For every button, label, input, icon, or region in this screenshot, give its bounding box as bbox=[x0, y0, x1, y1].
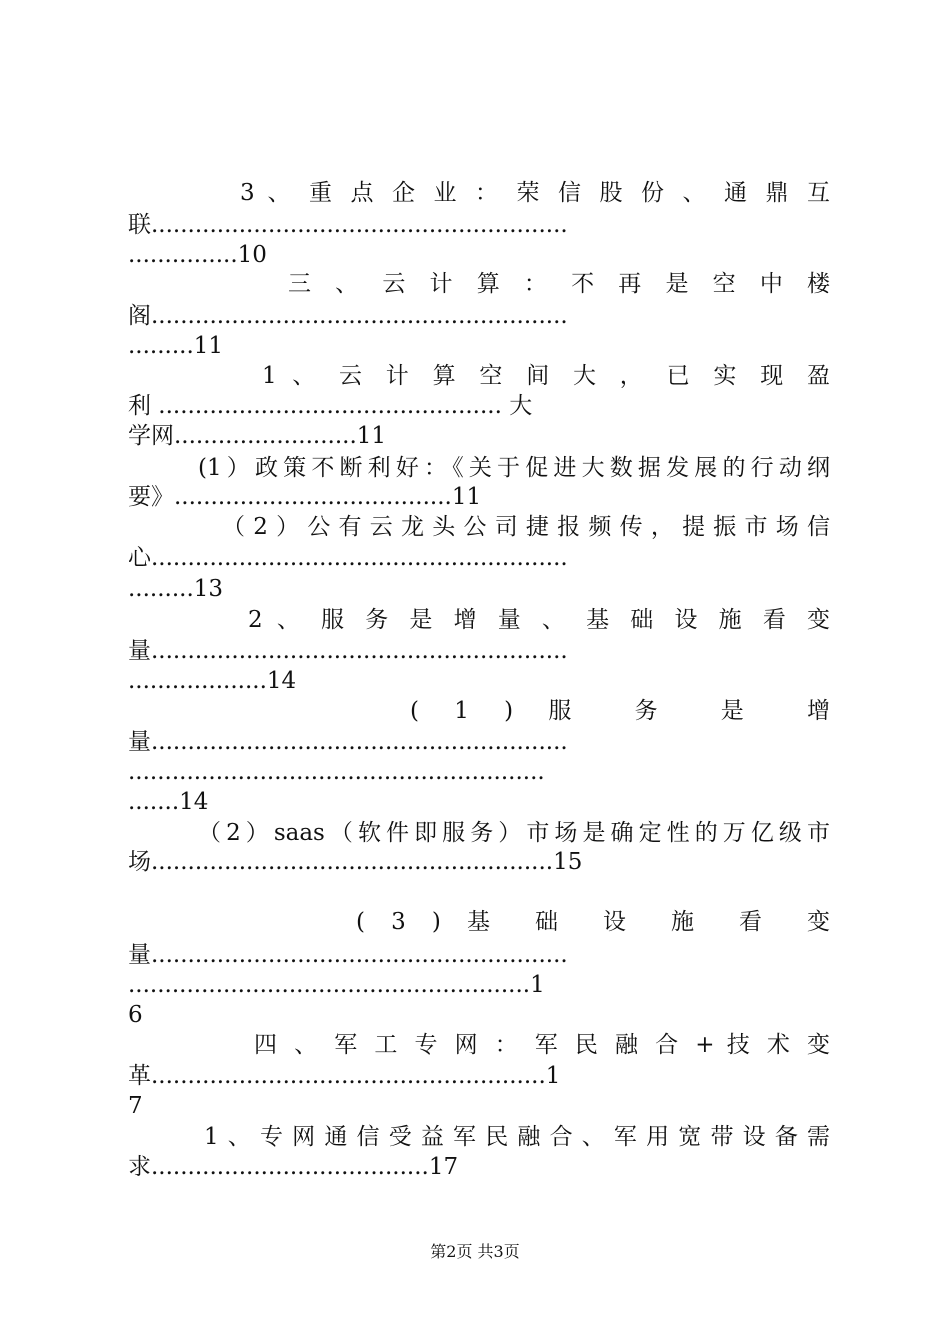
toc-line: 联......................................................... bbox=[128, 212, 568, 238]
toc-line: 阁......................................................... bbox=[128, 303, 568, 329]
toc-line: 6 bbox=[128, 1002, 143, 1028]
toc-line: （2）公有云龙头公司捷报频传，提振市场信 bbox=[222, 514, 830, 540]
toc-line: ( 3 ) 基 础 设 施 看 变 bbox=[356, 909, 830, 935]
toc-line: .........13 bbox=[128, 576, 224, 602]
toc-line: 7 bbox=[128, 1093, 143, 1119]
toc-line: （2）saas（软件即服务）市场是确定性的万亿级市 bbox=[198, 820, 830, 846]
toc-line: 1 、 云 计 算 空 间 大 ， 已 实 现 盈 bbox=[262, 363, 830, 389]
page-number-footer: 第2页 共3页 bbox=[430, 1242, 520, 1261]
toc-line: 要》......................................11 bbox=[128, 484, 482, 510]
toc-line: ......................................................... bbox=[128, 759, 545, 785]
toc-line: 2 、 服 务 是 增 量 、 基 础 设 施 看 变 bbox=[248, 607, 830, 633]
toc-line: ...............10 bbox=[128, 242, 267, 268]
toc-line: 3 、 重 点 企 业 ： 荣 信 股 份 、 通 鼎 互 bbox=[240, 180, 830, 206]
toc-line: ...................14 bbox=[128, 668, 297, 694]
toc-line: 量......................................................... bbox=[128, 729, 568, 755]
toc-line: 革......................................................1 bbox=[128, 1063, 561, 1089]
toc-line: 量......................................................... bbox=[128, 638, 568, 664]
toc-line: 利 ............................................... 大 bbox=[128, 393, 533, 419]
toc-line: ( 1 ) 服 务 是 增 bbox=[410, 698, 830, 724]
toc-line: 三 、 云 计 算 ： 不 再 是 空 中 楼 bbox=[288, 271, 830, 297]
toc-line: 心......................................................... bbox=[128, 545, 568, 571]
toc-line: 量......................................................... bbox=[128, 942, 568, 968]
toc-line: 学网.........................11 bbox=[128, 423, 387, 449]
toc-line: .........11 bbox=[128, 333, 224, 359]
toc-line: 四 、 军 工 专 网 ： 军 民 融 合 + 技 术 变 bbox=[254, 1032, 830, 1058]
toc-line: .......................................................1 bbox=[128, 972, 545, 998]
toc-line: (1）政策不断利好：《关于促进大数据发展的行动纲 bbox=[198, 455, 830, 481]
toc-line: 场.......................................................15 bbox=[128, 849, 583, 875]
toc-line: .......14 bbox=[128, 789, 209, 815]
toc-line: 求......................................17 bbox=[128, 1154, 459, 1180]
toc-line: 1、专网通信受益军民融合、军用宽带设备需 bbox=[204, 1124, 830, 1150]
